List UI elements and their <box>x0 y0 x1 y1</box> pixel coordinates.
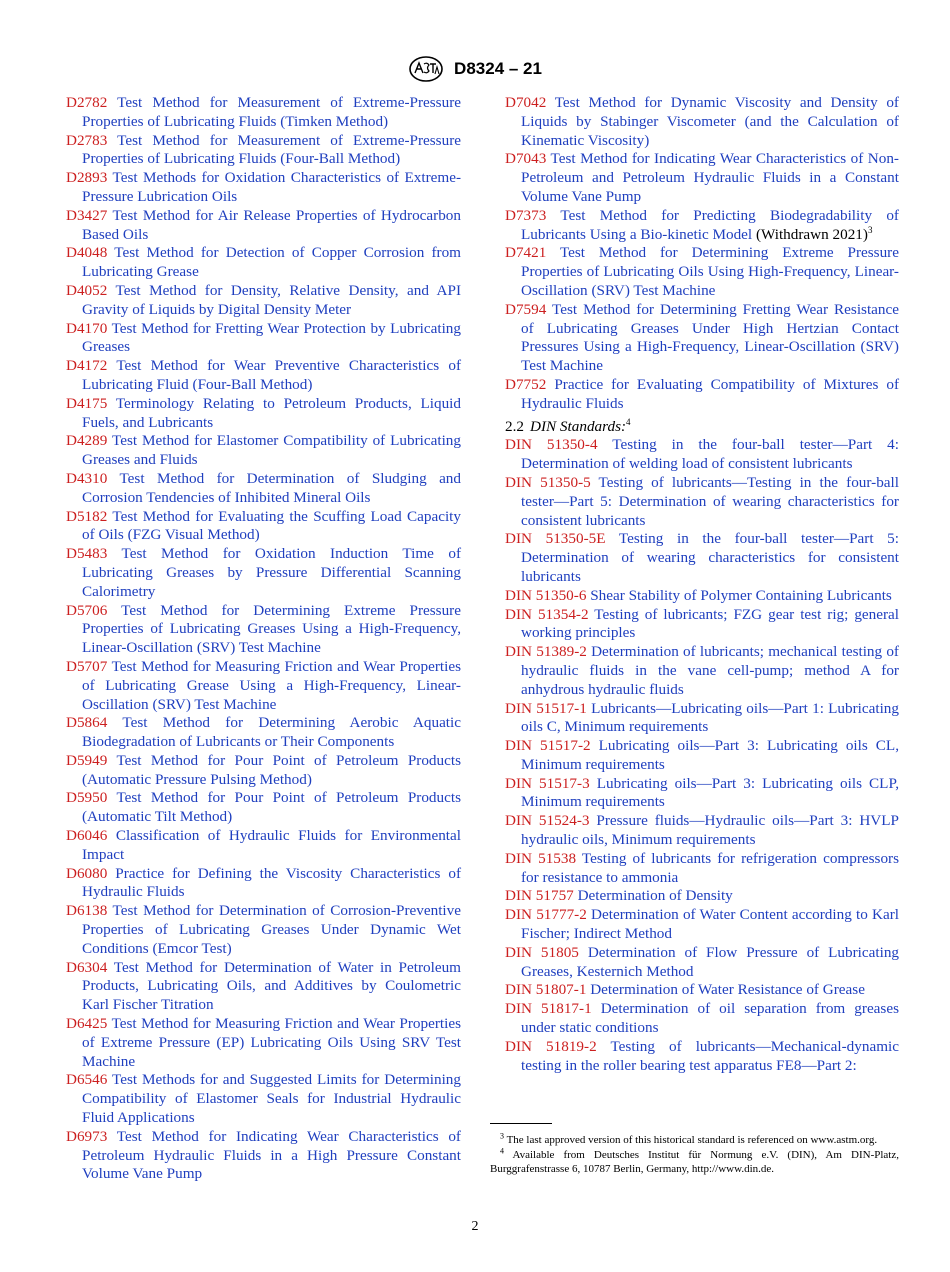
reference-code-link[interactable]: D4052 <box>66 281 108 299</box>
reference-entry <box>66 545 461 601</box>
reference-entry <box>66 508 461 546</box>
footnote <box>490 1145 899 1177</box>
reference-code-link[interactable]: D6080 <box>66 864 108 882</box>
din-reference-entry <box>505 944 899 982</box>
din-title-link[interactable]: Determination of Flow Pressure of Lubricating Greases, Kesternich Method <box>521 943 900 980</box>
reference-title-link[interactable]: Test Method for Pour Point of Petroleum Products (Automatic Tilt Method) <box>82 789 461 826</box>
footnote-text: The last approved version of this historical standard is referenced on www.astm.org. <box>506 1134 878 1146</box>
din-reference-entry <box>505 436 899 474</box>
footnote-marker: 3 <box>867 224 873 235</box>
reference-code-link[interactable]: D4289 <box>66 432 108 450</box>
din-reference-entry <box>505 474 899 530</box>
reference-title-link[interactable]: Test Method for Predicting Biodegradability of Lubricants Using a Bio-kinetic Model <box>521 206 899 243</box>
reference-title-link[interactable]: Test Method for Determining Aerobic Aquatic Biodegradation of Lubricants or Their Components <box>82 714 461 751</box>
reference-code-link[interactable]: D5706 <box>66 601 108 619</box>
reference-entry <box>66 1071 461 1127</box>
reference-title-link[interactable]: Test Method for Determining Fretting Wear Resistance of Lubricating Greases Under High Hertzian Contact Pressures Using a High-Frequency, Linear-Oscillation (SRV) Test Machine <box>521 300 899 375</box>
din-code-link[interactable]: DIN 51538 <box>505 849 577 867</box>
din-reference-entry <box>505 981 899 1000</box>
reference-entry <box>505 150 899 206</box>
reference-title-link[interactable]: Test Method for Determination of Water in Petroleum Products, Lubricating Oils, and Additives by Coulometric Karl Fischer Titration <box>82 958 461 1014</box>
din-code-link[interactable]: DIN 51807-1 <box>505 981 587 999</box>
reference-code-link[interactable]: D6425 <box>66 1015 108 1033</box>
reference-code-link[interactable]: D6973 <box>66 1127 108 1145</box>
reference-title-link[interactable]: Test Method for Elastomer Compatibility of Lubricating Greases and Fluids <box>82 432 461 469</box>
din-code-link[interactable]: DIN 51517-3 <box>505 774 590 792</box>
din-reference-entry <box>505 587 899 606</box>
reference-code-link[interactable]: D4172 <box>66 357 108 375</box>
din-title-link[interactable]: Lubricating oils—Part 3: Lubricating oils CL, Minimum requirements <box>521 737 899 773</box>
reference-entry <box>66 827 461 865</box>
din-title-link[interactable]: Determination of Water Content according to Karl Fischer; Indirect Method <box>521 906 899 943</box>
reference-title-link[interactable]: Test Method for Dynamic Viscosity and Density of Liquids by Stabinger Viscometer (and the Calculation of Kinematic Viscosity) <box>521 94 899 149</box>
reference-entry <box>66 432 461 470</box>
reference-title-link[interactable]: Test Method for Determination of Sludging and Corrosion Tendencies of Inhibited Mineral Oils <box>82 469 461 506</box>
left-column <box>66 94 461 1184</box>
reference-code-link[interactable]: D6046 <box>66 827 108 845</box>
reference-code-link[interactable]: D7373 <box>505 206 547 224</box>
din-title-link[interactable]: Determination of oil separation from greases under static conditions <box>521 1000 899 1037</box>
reference-title-link[interactable]: Test Method for Determining Extreme Pressure Properties of Lubricating Oils Using High-Frequency, Linear-Oscillation (SRV) Test Machine <box>521 244 899 299</box>
din-reference-entry <box>505 850 899 888</box>
reference-code-link[interactable]: D5949 <box>66 751 108 769</box>
footnote-text: Available from Deutsches Institut für Normung e.V. (DIN), Am DIN-Platz, Burggrafenstrasse 6, 10787 Berlin, Germany, http://www.din.de. <box>490 1148 899 1175</box>
din-reference-entry <box>505 606 899 644</box>
footnote-marker: 4 <box>626 416 631 427</box>
reference-entry <box>66 865 461 903</box>
reference-title-link[interactable]: Test Methods for and Suggested Limits for Determining Compatibility of Elastomer Seals for Industrial Hydraulic Fluid Applications <box>82 1071 461 1127</box>
reference-title-link[interactable]: Test Method for Detection of Copper Corrosion from Lubricating Grease <box>82 244 461 281</box>
reference-entry <box>66 132 461 170</box>
standard-designation: D8324 – 21 <box>454 59 542 78</box>
astm-logo-icon <box>408 56 444 82</box>
reference-title-link[interactable]: Test Method for Wear Preventive Characteristics of Lubricating Fluid (Four-Ball Method) <box>82 357 461 393</box>
din-title-link[interactable]: Shear Stability of Polymer Containing Lubricants <box>590 586 892 604</box>
reference-title-link[interactable]: Test Method for Determining Extreme Pressure Properties of Lubricating Greases Using a High-Frequency, Linear-Oscillation (SRV) Test Machine <box>82 601 461 657</box>
reference-code-link[interactable]: D5707 <box>66 657 108 675</box>
section-number: 2.2 <box>505 417 524 435</box>
reference-code-link[interactable]: D7594 <box>505 300 547 318</box>
reference-title-link[interactable]: Test Method for Fretting Wear Protection by Lubricating Greases <box>82 319 461 356</box>
page-number: 2 <box>471 1219 479 1234</box>
reference-entry <box>66 602 461 658</box>
din-reference-entry <box>505 812 899 850</box>
reference-code-link[interactable]: D5950 <box>66 789 108 807</box>
footnote-divider <box>490 1123 552 1124</box>
reference-entry <box>66 282 461 320</box>
din-code-link[interactable]: DIN 51757 <box>505 887 574 905</box>
reference-code-link[interactable]: D5483 <box>66 545 108 563</box>
reference-code-link[interactable]: D3427 <box>66 206 108 224</box>
reference-title-link[interactable]: Classification of Hydraulic Fluids for Environmental Impact <box>82 827 461 863</box>
din-code-link[interactable]: DIN 51350-5E <box>505 530 606 548</box>
reference-title-link[interactable]: Test Method for Measurement of Extreme-Pressure Properties of Lubricating Fluids (Four-Ball Method) <box>82 131 461 168</box>
reference-title-link[interactable]: Test Method for Indicating Wear Characteristics of Non-Petroleum and Petroleum Hydraulic Fluids in a Constant Volume Vane Pump <box>521 150 899 205</box>
reference-entry <box>66 94 461 132</box>
footnote-number: 4 <box>500 1145 504 1155</box>
reference-title-link[interactable]: Test Method for Oxidation Induction Time of Lubricating Greases by Pressure Differential Scanning Calorimetry <box>82 545 461 600</box>
reference-title-link[interactable]: Test Method for Determination of Corrosion-Preventive Properties of Lubricating Greases Under Dynamic Wet Conditions (Emcor Test) <box>82 902 461 957</box>
din-title-link[interactable]: Determination of Density <box>577 887 733 905</box>
reference-entry <box>66 959 461 1015</box>
reference-title-link[interactable]: Test Method for Measuring Friction and Wear Properties of Lubricating Grease Using a High-Frequency, Linear-Oscillation (SRV) Test Machine <box>82 657 461 713</box>
reference-entry <box>66 320 461 358</box>
reference-entry <box>66 1128 461 1184</box>
din-reference-entry <box>505 643 899 699</box>
din-title-link[interactable]: Testing in the four-ball tester—Part 5: Determination of wearing characteristics for consistent lubricants <box>521 530 899 585</box>
din-title-link[interactable]: Lubricants—Lubricating oils—Part 1: Lubricating oils C, Minimum requirements <box>521 699 899 736</box>
reference-code-link[interactable]: D7043 <box>505 150 547 168</box>
din-reference-entry <box>505 1000 899 1038</box>
din-code-link[interactable]: DIN 51350-5 <box>505 473 591 491</box>
din-code-link[interactable]: DIN 51517-2 <box>505 737 591 755</box>
din-reference-entry <box>505 700 899 738</box>
section-title: DIN Standards: <box>529 417 627 435</box>
din-title-link[interactable]: Testing of lubricants for refrigeration compressors for resistance to ammonia <box>521 849 900 886</box>
din-title-link[interactable]: Testing of lubricants; FZG gear test rig; general working principles <box>521 605 900 642</box>
reference-title-link[interactable]: Test Method for Air Release Properties of Hydrocarbon Based Oils <box>82 206 461 243</box>
reference-title-link[interactable]: Test Method for Evaluating the Scuffing Load Capacity of Oils (FZG Visual Method) <box>82 507 461 544</box>
footnote-number: 3 <box>500 1131 504 1141</box>
din-reference-entry <box>505 775 899 813</box>
din-code-link[interactable]: DIN 51819-2 <box>505 1037 597 1055</box>
reference-code-link[interactable]: D4175 <box>66 394 108 412</box>
din-reference-entry <box>505 737 899 775</box>
reference-title-link[interactable]: Test Method for Measurement of Extreme-Pressure Properties of Lubricating Fluids (Timken Method) <box>82 94 461 130</box>
reference-code-link[interactable]: D2783 <box>66 131 108 149</box>
reference-code-link[interactable]: D5182 <box>66 507 108 525</box>
din-code-link[interactable]: DIN 51354-2 <box>505 605 589 623</box>
din-reference-entry <box>505 887 899 906</box>
reference-entry <box>66 752 461 790</box>
reference-entry <box>505 94 899 150</box>
din-reference-entry <box>505 906 899 944</box>
din-title-link[interactable]: Lubricating oils—Part 3: Lubricating oils CLP, Minimum requirements <box>521 774 899 811</box>
reference-entry <box>66 169 461 207</box>
reference-code-link[interactable]: D2782 <box>66 94 108 111</box>
din-reference-entry <box>505 1038 899 1076</box>
reference-title-link[interactable]: Test Method for Pour Point of Petroleum Products (Automatic Pressure Pulsing Method) <box>82 751 461 788</box>
reference-code-link[interactable]: D6138 <box>66 902 108 920</box>
reference-entry <box>66 395 461 433</box>
reference-title-link[interactable]: Test Method for Measuring Friction and Wear Properties of Extreme Pressure (EP) Lubricating Oils Using SRV Test Machine <box>82 1015 461 1070</box>
din-code-link[interactable]: DIN 51350-4 <box>505 436 598 454</box>
reference-entry <box>66 902 461 958</box>
reference-entry <box>66 244 461 282</box>
din-code-link[interactable]: DIN 51524-3 <box>505 812 590 830</box>
reference-entry <box>66 470 461 508</box>
reference-entry <box>505 301 899 376</box>
reference-code-link[interactable]: D6304 <box>66 958 108 976</box>
reference-entry <box>66 714 461 752</box>
reference-title-link[interactable]: Practice for Defining the Viscosity Characteristics of Hydraulic Fluids <box>82 864 461 901</box>
reference-code-link[interactable]: D7752 <box>505 375 547 393</box>
reference-code-link[interactable]: D6546 <box>66 1071 108 1089</box>
reference-entry <box>66 207 461 245</box>
reference-entry <box>505 376 899 414</box>
reference-entry <box>66 1015 461 1071</box>
footnote <box>490 1133 899 1148</box>
reference-entry <box>66 789 461 827</box>
reference-entry <box>66 658 461 714</box>
reference-title-link[interactable]: Terminology Relating to Petroleum Products, Liquid Fuels, and Lubricants <box>82 394 461 431</box>
din-section-heading <box>505 418 899 437</box>
din-title-link[interactable]: Determination of Water Resistance of Grease <box>590 981 865 999</box>
din-reference-entry <box>505 530 899 586</box>
reference-entry <box>505 207 899 245</box>
page-header <box>0 56 950 84</box>
din-code-link[interactable]: DIN 51517-1 <box>505 699 587 717</box>
reference-code-link[interactable]: D7042 <box>505 94 547 111</box>
din-title-link[interactable]: Testing in the four-ball tester—Part 4: Determination of welding load of consistent lubricants <box>521 436 899 473</box>
reference-code-link[interactable]: D4170 <box>66 319 108 337</box>
reference-title-link[interactable]: Test Method for Indicating Wear Characteristics of Petroleum Hydraulic Fluids in a High Pressure Constant Volume Vane Pump <box>82 1127 461 1183</box>
reference-title-link[interactable]: Test Method for Density, Relative Density, and API Gravity of Liquids by Digital Density Meter <box>82 281 461 318</box>
reference-code-link[interactable]: D4048 <box>66 244 108 262</box>
din-code-link[interactable]: DIN 51389-2 <box>505 643 587 661</box>
din-title-link[interactable]: Testing of lubricants—Testing in the four-ball tester—Part 5: Determination of wearing characteristics for consistent lubricants <box>521 473 899 529</box>
footnotes <box>490 1133 899 1177</box>
reference-title-link[interactable]: Practice for Evaluating Compatibility of Mixtures of Hydraulic Fluids <box>521 375 899 412</box>
din-code-link[interactable]: DIN 51817-1 <box>505 1000 592 1018</box>
din-code-link[interactable]: DIN 51350-6 <box>505 586 587 604</box>
din-title-link[interactable]: Pressure fluids—Hydraulic oils—Part 3: HVLP hydraulic oils, Minimum requirements <box>521 812 899 849</box>
right-column <box>505 94 899 1075</box>
reference-entry <box>505 244 899 300</box>
reference-code-link[interactable]: D5864 <box>66 714 108 732</box>
withdrawn-note: (Withdrawn 2021) <box>755 225 868 243</box>
reference-code-link[interactable]: D2893 <box>66 169 108 187</box>
din-code-link[interactable]: DIN 51805 <box>505 943 579 961</box>
din-title-link[interactable]: Determination of lubricants; mechanical testing of hydraulic fluids in the vane cell-pump; method A for anhydrous hydraulic fluids <box>521 643 899 698</box>
din-code-link[interactable]: DIN 51777-2 <box>505 906 587 924</box>
reference-code-link[interactable]: D7421 <box>505 244 547 262</box>
reference-code-link[interactable]: D4310 <box>66 469 108 487</box>
reference-entry <box>66 357 461 395</box>
din-title-link[interactable]: Testing of lubricants—Mechanical-dynamic testing in the roller bearing test apparatus FE8—Part 2: <box>521 1037 899 1074</box>
reference-title-link[interactable]: Test Methods for Oxidation Characteristics of Extreme-Pressure Lubrication Oils <box>82 169 461 205</box>
